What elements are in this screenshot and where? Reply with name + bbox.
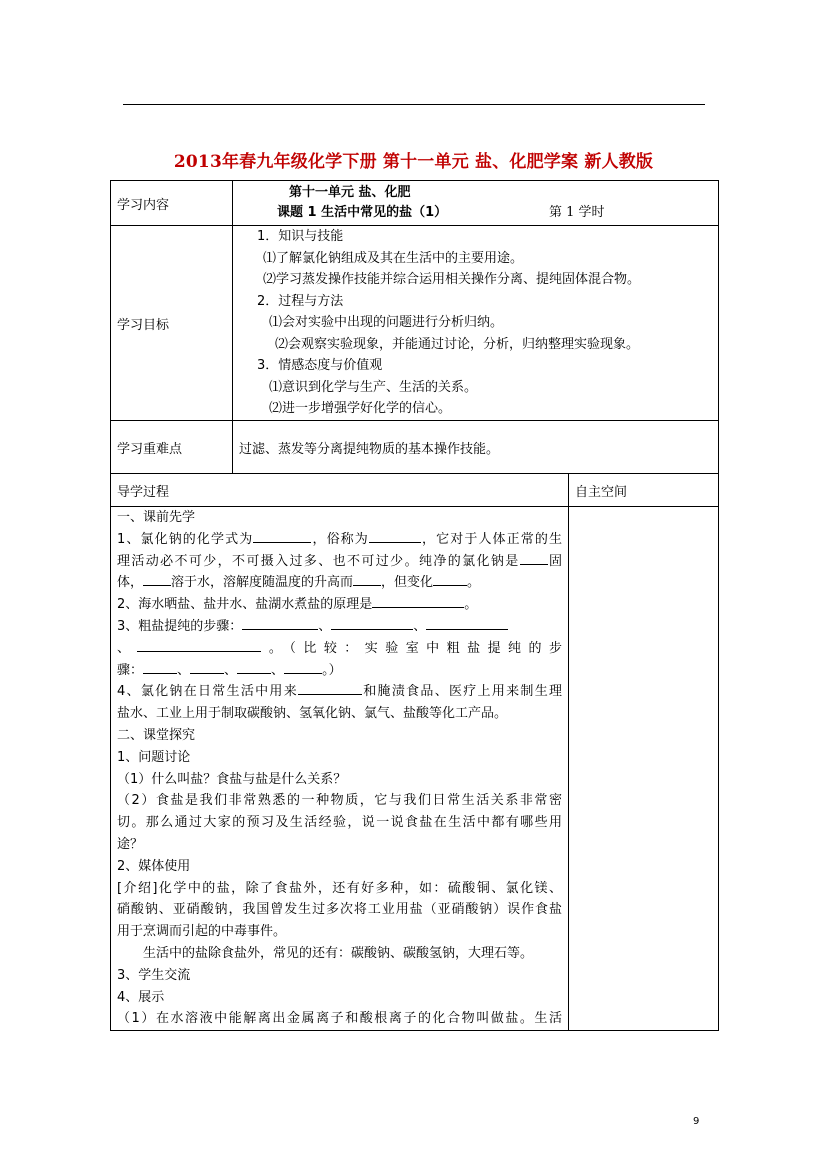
question-1-line-1: 1、氯化钠的化学式为 ，俗称为 ，它对于人体正常的生 xyxy=(117,531,562,547)
lesson-title xyxy=(239,203,712,223)
row-process-header xyxy=(111,474,719,507)
goal-item: ⑵学习蒸发操作技能并综合运用相关操作分离、提纯固体混合物。 xyxy=(263,272,641,288)
learning-goals-cell xyxy=(233,226,719,421)
page-number: 9 xyxy=(693,1116,700,1127)
label-learning-content: 学习内容 xyxy=(111,181,233,226)
row-learning-content xyxy=(111,181,719,226)
label-learning-goals: 学习目标 xyxy=(111,226,233,421)
media-text: 用于烹调而引起的中毒事件。 xyxy=(117,924,287,940)
unit-title: 第十一单元 盐、化肥 xyxy=(289,185,411,200)
display-text: （1）在水溶液中能解离出金属离子和酸根离子的化合物叫做盐。生活 xyxy=(117,1011,562,1027)
subsection-heading: 2、媒体使用 xyxy=(117,858,191,874)
question-3-line-1: 3、粗盐提纯的步骤： 、 、 xyxy=(117,616,562,638)
header-rule xyxy=(123,104,705,105)
process-content xyxy=(111,507,569,1031)
learning-content-cell xyxy=(233,181,719,226)
discussion-question: （1）什么叫盐？食盐与盐是什么关系？ xyxy=(117,771,347,787)
goal-item: ⑵进一步增强学好化学的信心。 xyxy=(269,401,452,417)
label-key-points: 学习重难点 xyxy=(111,421,233,474)
goal-heading: 2．过程与方法 xyxy=(257,293,344,309)
goal-item: ⑴意识到化学与生产、生活的关系。 xyxy=(269,379,478,395)
notes-header: 自主空间 xyxy=(569,474,719,507)
row-learning-goals xyxy=(111,226,719,421)
row-key-points xyxy=(111,421,719,474)
row-process-body xyxy=(111,507,719,1031)
subsection-heading: 3、学生交流 xyxy=(117,967,191,983)
document-title: 2013年春九年级化学下册 第十一单元 盐、化肥学案 新人教版 xyxy=(173,152,654,172)
goal-heading: 1．知识与技能 xyxy=(257,229,344,245)
subsection-heading: 4、展示 xyxy=(117,989,165,1005)
section-heading: 一、课前先学 xyxy=(117,510,196,525)
goal-heading: 3．情感态度与价值观 xyxy=(257,358,383,374)
discussion-text: 切。那么通过大家的预习及生活经验，说一说食盐在生活中都有哪些用 xyxy=(117,815,562,831)
question-1-line-3: 体， 溶于水，溶解度随温度的升高而 ，但变化 。 xyxy=(117,575,481,591)
goal-item: ⑴了解氯化钠组成及其在生活中的主要用途。 xyxy=(263,250,524,266)
section-heading: 二、课堂探究 xyxy=(117,727,196,743)
subsection-heading: 1、问题讨论 xyxy=(117,749,191,765)
lesson-period: 第 1 学时 xyxy=(549,205,605,220)
lesson-plan-table xyxy=(110,180,719,1031)
question-4-line-2: 盐水、工业上用于制取碳酸钠、氢氧化钠、氯气、盐酸等化工产品。 xyxy=(117,706,508,722)
media-text: 生活中的盐除食盐外，常见的还有：碳酸钠、碳酸氢钠，大理石等。 xyxy=(143,945,534,961)
process-header: 导学过程 xyxy=(111,474,569,507)
question-3-line-3: 骤： 、 、 、 。） xyxy=(117,662,342,678)
discussion-text: 途？ xyxy=(117,836,144,852)
question-1-line-2: 理活动必不可少，不可摄入过多、也不可过少。纯净的氯化钠是 固 xyxy=(117,553,562,569)
lesson-name: 课题 1 生活中常见的盐（1） xyxy=(277,205,448,220)
question-2: 2、海水晒盐、盐井水、盐湖水煮盐的原理是 。 xyxy=(117,597,478,613)
discussion-text: （2）食盐是我们非常熟悉的一种物质，它与我们日常生活关系非常密 xyxy=(117,793,562,809)
question-3-line-2: 、 。（比较：实验室中粗盐提纯的步 xyxy=(117,640,562,656)
question-4-line-1: 4、氯化钠在日常生活中用来 和腌渍食品、医疗上用来制生理 xyxy=(117,684,562,700)
goal-item: ⑴会对实验中出现的问题进行分析归纳。 xyxy=(269,315,504,331)
notes-space xyxy=(569,507,719,1031)
media-text: [介绍]化学中的盐，除了食盐外，还有好多种，如：硫酸铜、氯化镁、 xyxy=(117,880,562,896)
goal-item: ⑵会观察实验现象，并能通过讨论，分析，归纳整理实验现象。 xyxy=(275,336,640,352)
key-points-text: 过滤、蒸发等分离提纯物质的基本操作技能。 xyxy=(233,421,719,474)
media-text: 硝酸钠、亚硝酸钠，我国曾发生过多次将工业用盐（亚硝酸钠）误作食盐 xyxy=(117,902,562,918)
